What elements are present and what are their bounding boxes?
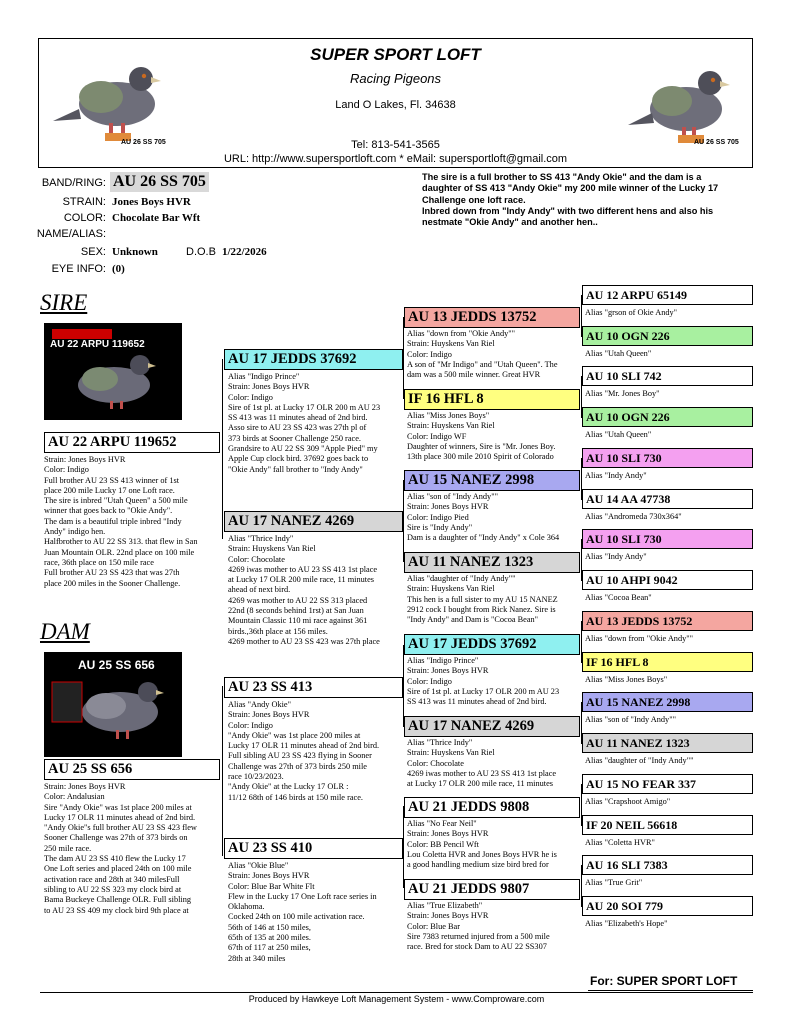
gen4-alias-4: Alias "Indy Andy" (585, 471, 647, 480)
gen4-alias-3: Alias "Utah Queen" (585, 430, 652, 439)
gen2-desc-1: Alias "Thrice Indy" Strain: Huyskens Van Riel Color: Chocolate 4269 iwas mother to AU 23 SS 413 1st place at Lucky 17 OLR 200 mile race, 11 minutes ahead of next bird. 4269 was mother to AU 22 SS 313 placed 22nd (8 seconds behind 1rst) at San Juan Mountain Classic 110 mi race against 361 birds.,36th place at 156 miles. 4269 mother to AU 23 SS 423 was 27th place (228, 534, 380, 646)
gen4-alias-6: Alias "Indy Andy" (585, 552, 647, 561)
gen3-desc-4: Alias "Indigo Prince" Strain: Jones Boys HVR Color: Indigo Sire of 1st pl. at Lucky 17 OLR 200 m AU 23 SS 413 was 11 minutes ahead of 2nd bird. (407, 656, 560, 707)
band-label: BAND/RING: (41, 177, 106, 189)
sire-band-box[interactable]: AU 22 ARPU 119652 (44, 432, 220, 453)
gen4-box-15[interactable]: AU 20 SOI 779 (582, 896, 753, 916)
gen4-box-14[interactable]: AU 16 SLI 7383 (582, 855, 753, 875)
band-value: AU 26 SS 705 (110, 172, 209, 192)
bird-notes: The sire is a full brother to SS 413 "Andy Okie" and the dam is a daughter of SS 413 "Andy Okie" my 200 mile winner of the Lucky 17 Challenge one loft race. Inbred down from "Indy Andy" with two different hens and also his nestmate "Okie Andy" and another hen.. (422, 172, 719, 228)
connector (403, 480, 404, 562)
sire-heading: SIRE (40, 290, 88, 315)
gen4-alias-9: Alias "Miss Jones Boys" (585, 675, 668, 684)
gen4-box-9[interactable]: IF 16 HFL 8 (582, 652, 753, 672)
gen4-alias-10: Alias "son of "Indy Andy"" (585, 715, 676, 724)
connector (403, 645, 404, 727)
dam-heading: DAM (40, 619, 90, 644)
connector (403, 317, 404, 399)
photo-caption-right: AU 26 SS 705 (694, 139, 739, 146)
sex-value: Unknown (112, 246, 158, 258)
photo-caption-left: AU 26 SS 705 (121, 139, 166, 146)
gen2-box-2[interactable]: AU 23 SS 413 (224, 677, 403, 698)
eye-label: EYE INFO: (51, 263, 106, 275)
gen2-desc-0: Alias "Indigo Prince" Strain: Jones Boys HVR Color: Indigo Sire of 1st pl. at Lucky 17 OLR 200 m AU 23 SS 413 was 11 minutes ahead of 2nd bird. Asso sire to AU 23 SS 423 was 27th pl of 373 birds at Sooner Challenge 250 race. Grandsire to AU 22 SS 309 "Apple Pied" my Apple Cup clock bird. 37692 goes back to "Okie Andy" fall brother to "Indy Andy" (228, 372, 381, 474)
gen4-box-5[interactable]: AU 14 AA 47738 (582, 489, 753, 509)
gen4-box-10[interactable]: AU 15 NANEZ 2998 (582, 692, 753, 712)
gen4-box-13[interactable]: IF 20 NEIL 56618 (582, 815, 753, 835)
gen3-box-7[interactable]: AU 21 JEDDS 9807 (404, 879, 580, 900)
loft-subtitle: Racing Pigeons (349, 71, 442, 86)
gen4-alias-14: Alias "True Grit" (585, 878, 643, 887)
strain-label: STRAIN: (62, 196, 106, 208)
gen4-alias-11: Alias "daughter of "Indy Andy"" (585, 756, 694, 765)
gen2-box-0[interactable]: AU 17 JEDDS 37692 (224, 349, 403, 370)
gen3-box-3[interactable]: AU 11 NANEZ 1323 (404, 552, 580, 573)
gen4-alias-12: Alias "Crapshoot Amigo" (585, 797, 671, 806)
gen2-desc-2: Alias "Andy Okie" Strain: Jones Boys HVR Color: Indigo "Andy Okie" was 1st place 200 miles at Lucky 17 OLR 11 minutes ahead of 2nd bird. Full sibling AU 23 SS 423 flying in Sooner Challenge was 27th of 373 birds 250 mile race 10/23/2023. "Andy Okie" at the Lucky 17 OLR : 11/12 68th of 146 birds at 150 mile race. (228, 700, 380, 802)
connector (222, 359, 223, 539)
color-label: COLOR: (63, 212, 106, 224)
dob-value: 1/22/2026 (222, 246, 267, 258)
gen4-alias-0: Alias "grson of Okie Andy" (585, 308, 678, 317)
gen4-box-8[interactable]: AU 13 JEDDS 13752 (582, 611, 753, 631)
gen4-box-4[interactable]: AU 10 SLI 730 (582, 448, 753, 468)
sire-photo-band: AU 22 ARPU 119652 (50, 339, 145, 350)
gen4-box-11[interactable]: AU 11 NANEZ 1323 (582, 733, 753, 753)
loft-phone: Tel: 813-541-3565 (351, 139, 440, 151)
gen4-alias-5: Alias "Andromeda 730x364" (585, 512, 682, 521)
dam-photo (44, 652, 182, 757)
gen4-box-6[interactable]: AU 10 SLI 730 (582, 529, 753, 549)
gen4-box-1[interactable]: AU 10 OGN 226 (582, 326, 753, 346)
gen3-box-4[interactable]: AU 17 JEDDS 37692 (404, 634, 580, 655)
footer-divider (40, 992, 753, 993)
header-box (38, 38, 753, 168)
sex-label: SEX: (80, 246, 106, 258)
gen3-box-0[interactable]: AU 13 JEDDS 13752 (404, 307, 580, 328)
connector (403, 806, 404, 888)
gen3-box-1[interactable]: IF 16 HFL 8 (404, 389, 580, 410)
gen3-desc-1: Alias "Miss Jones Boys" Strain: Huyskens Van Riel Color: Indigo WF Daughter of winners, Sire is "Mr. Jones Boy. 13th place 300 mile 2010 Spirit of Colorado (407, 411, 556, 462)
loft-title: SUPER SPORT LOFT (310, 45, 481, 64)
gen4-box-0[interactable]: AU 12 ARPU 65149 (582, 285, 753, 305)
gen3-desc-7: Alias "True Elizabeth" Strain: Jones Boys HVR Color: Blue Bar Sire 7383 returned injured from a 500 mile race. Bred for stock Dam to AU 22 SS307 (407, 901, 550, 952)
dam-photo-band: AU 25 SS 656 (78, 658, 155, 672)
gen3-box-5[interactable]: AU 17 NANEZ 4269 (404, 716, 580, 737)
gen3-desc-0: Alias "down from "Okie Andy"" Strain: Huyskens Van Riel Color: Indigo A son of "Mr Indigo" and "Utah Queen". The dam was a 500 mile winner. Great HVR (407, 329, 558, 380)
gen4-alias-8: Alias "down from "Okie Andy"" (585, 634, 694, 643)
gen4-box-7[interactable]: AU 10 AHPI 9042 (582, 570, 753, 590)
gen4-box-12[interactable]: AU 15 NO FEAR 337 (582, 774, 753, 794)
loft-location: Land O Lakes, Fl. 34638 (335, 99, 456, 111)
gen3-desc-6: Alias "No Fear Neil" Strain: Jones Boys HVR Color: BB Pencil Wft Lou Coletta HVR and Jones Boys HVR he is a good handling medium size bird bred for (407, 819, 557, 870)
gen2-box-1[interactable]: AU 17 NANEZ 4269 (224, 511, 403, 532)
gen3-desc-2: Alias "son of "Indy Andy"" Strain: Jones Boys HVR Color: Indigo Pied Sire is "Indy Andy" Dam is a daughter of "Indy Andy" x Cole 364 (407, 492, 560, 543)
sire-photo (44, 323, 182, 420)
gen3-desc-5: Alias "Thrice Indy" Strain: Huyskens Van Riel Color: Chocolate 4269 iwas mother to AU 23 SS 413 1st place at Lucky 17 OLR 200 mile race, 11 minutes (407, 738, 557, 789)
dam-desc: Strain: Jones Boys HVR Color: Andalusian Sire "Andy Okie" was 1st place 200 miles at Lucky 17 OLR 11 minutes ahead of 2nd bird. "Andy Okie"s full brother AU 23 SS 423 flew Sooner Challenge was 27th of 373 birds on 250 mile race. The dam AU 23 SS 410 flew the Lucky 17 One Loft series and placed 24th on 100 mile activation race and 28th at 340 milesFull sibling to AU 22 SS 323 my clock bird at Bama Buckeye Challenge OLR. Full sibling to AU 23 SS 409 my clock bird 9th place at (44, 782, 197, 915)
eye-value: (0) (112, 263, 125, 275)
gen4-alias-13: Alias "Coletta HVR" (585, 838, 655, 847)
for-underline (588, 990, 753, 991)
gen4-alias-1: Alias "Utah Queen" (585, 349, 652, 358)
connector (222, 686, 223, 856)
gen3-desc-3: Alias "daughter of "Indy Andy"" Strain: Huyskens Van Riel This hen is a full sister to my AU 15 NANEZ 2912 cock I bought from Rick Nanez. Sire is "Indy Andy" and Dam is "Cocoa Bean" (407, 574, 558, 625)
produced-by: Produced by Hawkeye Loft Management System - www.Comproware.com (248, 994, 545, 1004)
gen3-box-6[interactable]: AU 21 JEDDS 9808 (404, 797, 580, 818)
dob-label: D.O.B (186, 246, 216, 258)
gen2-desc-3: Alias "Okie Blue" Strain: Jones Boys HVR Color: Blue Bar White Flt Flew in the Lucky 17 One Loft race series in Oklahoma. Cocked 24th on 100 mile activation race. 56th of 146 at 150 miles, 65th of 135 at 200 miles. 67th of 117 at 250 miles, 28th at 340 miles (228, 861, 377, 963)
gen4-box-3[interactable]: AU 10 OGN 226 (582, 407, 753, 427)
gen4-alias-7: Alias "Cocoa Bean" (585, 593, 652, 602)
for-loft: For: SUPER SPORT LOFT (590, 974, 738, 988)
color-value: Chocolate Bar Wft (112, 212, 201, 224)
gen4-alias-15: Alias "Elizabeth's Hope" (585, 919, 668, 928)
gen3-box-2[interactable]: AU 15 NANEZ 2998 (404, 470, 580, 491)
loft-url[interactable]: URL: http://www.supersportloft.com * eMail: supersportloft@gmail.com (223, 153, 568, 165)
dam-band-box[interactable]: AU 25 SS 656 (44, 759, 220, 780)
strain-value: Jones Boys HVR (112, 196, 191, 208)
gen4-box-2[interactable]: AU 10 SLI 742 (582, 366, 753, 386)
gen4-alias-2: Alias "Mr. Jones Boy" (585, 389, 660, 398)
sire-desc: Strain: Jones Boys HVR Color: Indigo Full brother AU 23 SS 413 winner of 1st place 200 mile Lucky 17 one Loft race. The sire is inbred "Utah Queen" a 500 mile winner that goes back to "Okie Andy". The dam is a beautiful triple inbred "Indy Andy" indigo hen. Halfbrother to AU 22 SS 313. that flew in San Juan Mountain OLR. 22nd place on 100 mile race, 36th place on 150 mile race Full brother AU 23 SS 423 that was 27th place 200 miles in the Sooner Challenge. (44, 455, 198, 588)
name-label: NAME/ALIAS: (36, 228, 106, 240)
gen2-box-3[interactable]: AU 23 SS 410 (224, 838, 403, 859)
